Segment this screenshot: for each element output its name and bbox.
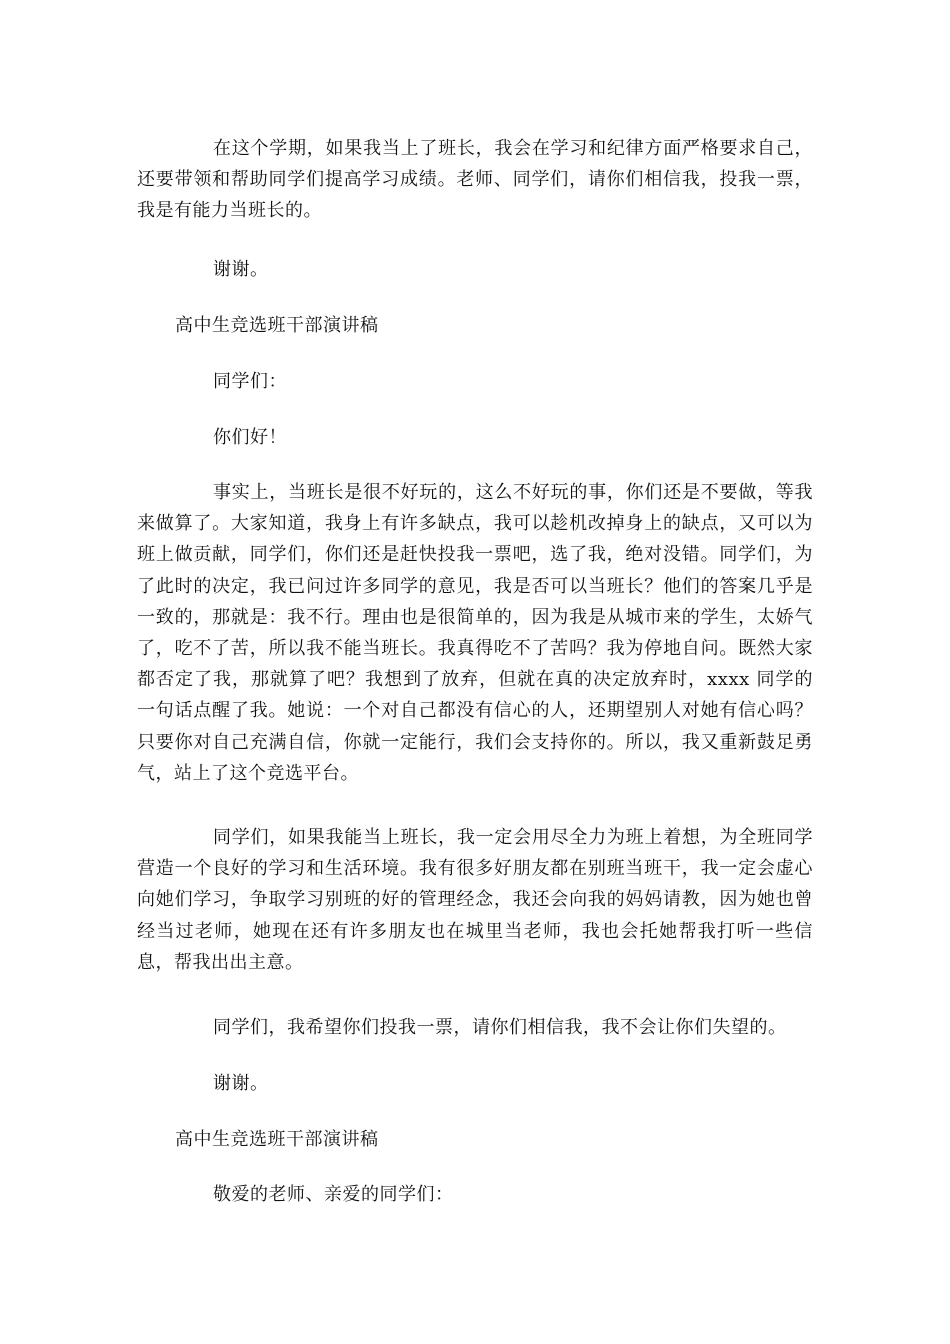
paragraph-main-speech: 事实上，当班长是很不好玩的，这么不好玩的事，你们还是不要做，等我来做算了。大家知道，我身上有许多缺点，我可以趁机改掉身上的缺点，又可以为班上做贡献，同学们，你们还是赶快投我一票吧，选了我，绝对没错。同学们，为了此时的决定，我已问过许多同学的意见，我是否可以当班长？他们的答案几乎是一致的，那就是：我不行。理由也是很简单的，因为我是从城市来的学生，太娇气了，吃不了苦，所以我不能当班长。我真得吃不了苦吗？我为停地自问。既然大家都否定了我，那就算了吧？我想到了放弃，但就在真的决定放弃时，xxxx 同学的一句话点醒了我。她说：一个对自己都没有信心的人，还期望别人对她有信心吗？只要你对自己充满自信，你就一定能行，我们会支持你的。所以，我又重新鼓足勇气，站上了这个竞选平台。 <box>137 482 813 784</box>
paragraph-vote-request: 同学们，我希望你们投我一票，请你们相信我，我不会让你们失望的。 <box>213 1017 787 1038</box>
salutation-teachers-classmates: 敬爱的老师、亲爱的同学们： <box>213 1184 454 1205</box>
greeting-hello: 你们好！ <box>213 427 287 448</box>
paragraph-if-elected: 同学们，如果我能当上班长，我一定会用尽全力为班上着想，为全班同学营造一个良好的学习和生活环境。我有很多好朋友都在别班当班干，我一定会虚心向她们学习，争取学习别班的好的管理经念，我还会向我的妈妈请教，因为她也曾经当过老师，她现在还有许多朋友也在城里当老师，我也会托她帮我打听一些信息，帮我出出主意。 <box>137 827 813 973</box>
paragraph-thanks-2: 谢谢。 <box>213 1073 269 1094</box>
salutation-classmates: 同学们： <box>213 371 287 392</box>
paragraph-thanks-1: 谢谢。 <box>213 259 269 280</box>
speech-title-1: 高中生竞选班干部演讲稿 <box>175 315 379 336</box>
paragraph-class-monitor-promise: 在这个学期，如果我当上了班长，我会在学习和纪律方面严格要求自己，还要带领和帮助同学们提高学习成绩。老师、同学们，请你们相信我，投我一票，我是有能力当班长的。 <box>137 138 813 222</box>
speech-title-2: 高中生竞选班干部演讲稿 <box>175 1129 379 1150</box>
